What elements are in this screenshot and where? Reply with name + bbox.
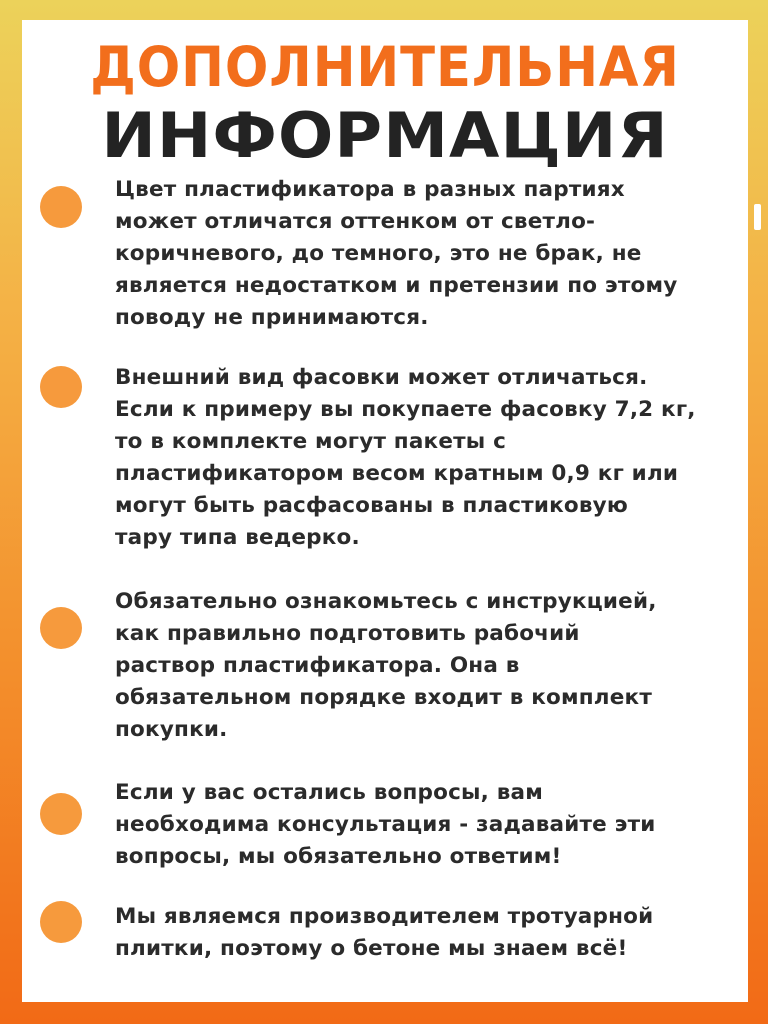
bullet-dot-icon (40, 793, 82, 835)
item-text: Обязательно ознакомьтесь с инструкцией, как правильно подготовить рабочий раствор пластификатора. Она в обязательном порядке входит в комплект покупки. (115, 589, 657, 742)
edge-marker (754, 204, 761, 230)
item-text: Если у вас остались вопросы, вам необходима консультация - задавайте эти вопросы, мы обязательно ответим! (115, 780, 656, 869)
title-line-2: ИНФОРМАЦИЯ (101, 99, 669, 172)
bullet-dot-icon (40, 366, 82, 408)
title-line-1: ДОПОЛНИТЕЛЬНАЯ (90, 35, 680, 99)
bullet-dot-icon (40, 607, 82, 649)
info-list (22, 20, 748, 1002)
bullet-dot-icon (40, 901, 82, 943)
item-text: Мы являемся производителем тротуарной плитки, поэтому о бетоне мы знаем всё! (115, 904, 654, 961)
bullet-dot-icon (40, 186, 82, 228)
info-card (22, 20, 748, 1002)
item-text: Цвет пластификатора в разных партиях может отличатся оттенком от светло- коричневого, до темного, это не брак, не является недостатком и претензии по этому поводу не принимаются. (115, 177, 678, 330)
item-text: Внешний вид фасовки может отличаться. Если к примеру вы покупаете фасовку 7,2 кг, то в комплекте могут пакеты с пластификатором весом кратным 0,9 кг или могут быть расфасованы в пластиковую тару типа ведерко. (115, 365, 696, 550)
